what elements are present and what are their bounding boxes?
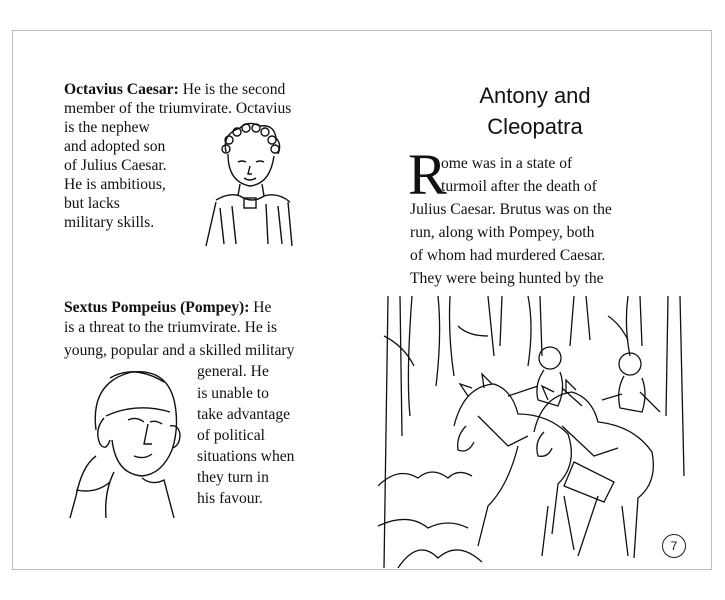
drop-cap: R [408,142,447,207]
pompey-line: take advantage [197,406,291,423]
pompey-line: young, popular and a skilled military [64,342,295,359]
chapter-title-line2: Cleopatra [487,114,583,139]
forest-horsemen-illustration [378,296,690,568]
octavius-illustration [196,118,306,248]
body-line: ome was in a state of [441,155,573,172]
octavius-name: Octavius Caesar: [64,81,179,98]
pompey-line: is unable to [197,385,269,402]
octavius-line: military skills. [64,214,155,231]
body-line: They were being hunted by the [410,270,604,287]
octavius-line: He is ambitious, [64,176,166,193]
octavius-line: but lacks [64,195,120,212]
pompey-illustration [66,360,196,520]
pompey-line: is a threat to the triumvirate. He is [64,319,278,336]
octavius-line: of Julius Caesar. [64,157,167,174]
pompey-line: his favour. [197,490,263,507]
page-number: 7 [662,534,686,558]
body-line: of whom had murdered Caesar. [410,247,606,264]
octavius-line: and adopted son [64,138,166,155]
body-line: run, along with Pompey, both [410,224,595,241]
pompey-line: general. He [197,363,269,380]
pompey-line: they turn in [197,469,269,486]
body-line: Julius Caesar. Brutus was on the [410,201,612,218]
pompey-line: situations when [197,448,295,465]
chapter-title-line1: Antony and [479,83,591,108]
pompey-line: of political [197,427,265,444]
pompey-line: He [253,299,272,316]
octavius-line: He is the second [182,81,286,98]
octavius-line: is the nephew [64,119,150,136]
pompey-name: Sextus Pompeius (Pompey): [64,299,250,316]
octavius-line: member of the triumvirate. Octavius [64,100,292,117]
body-line: turmoil after the death of [441,178,597,195]
